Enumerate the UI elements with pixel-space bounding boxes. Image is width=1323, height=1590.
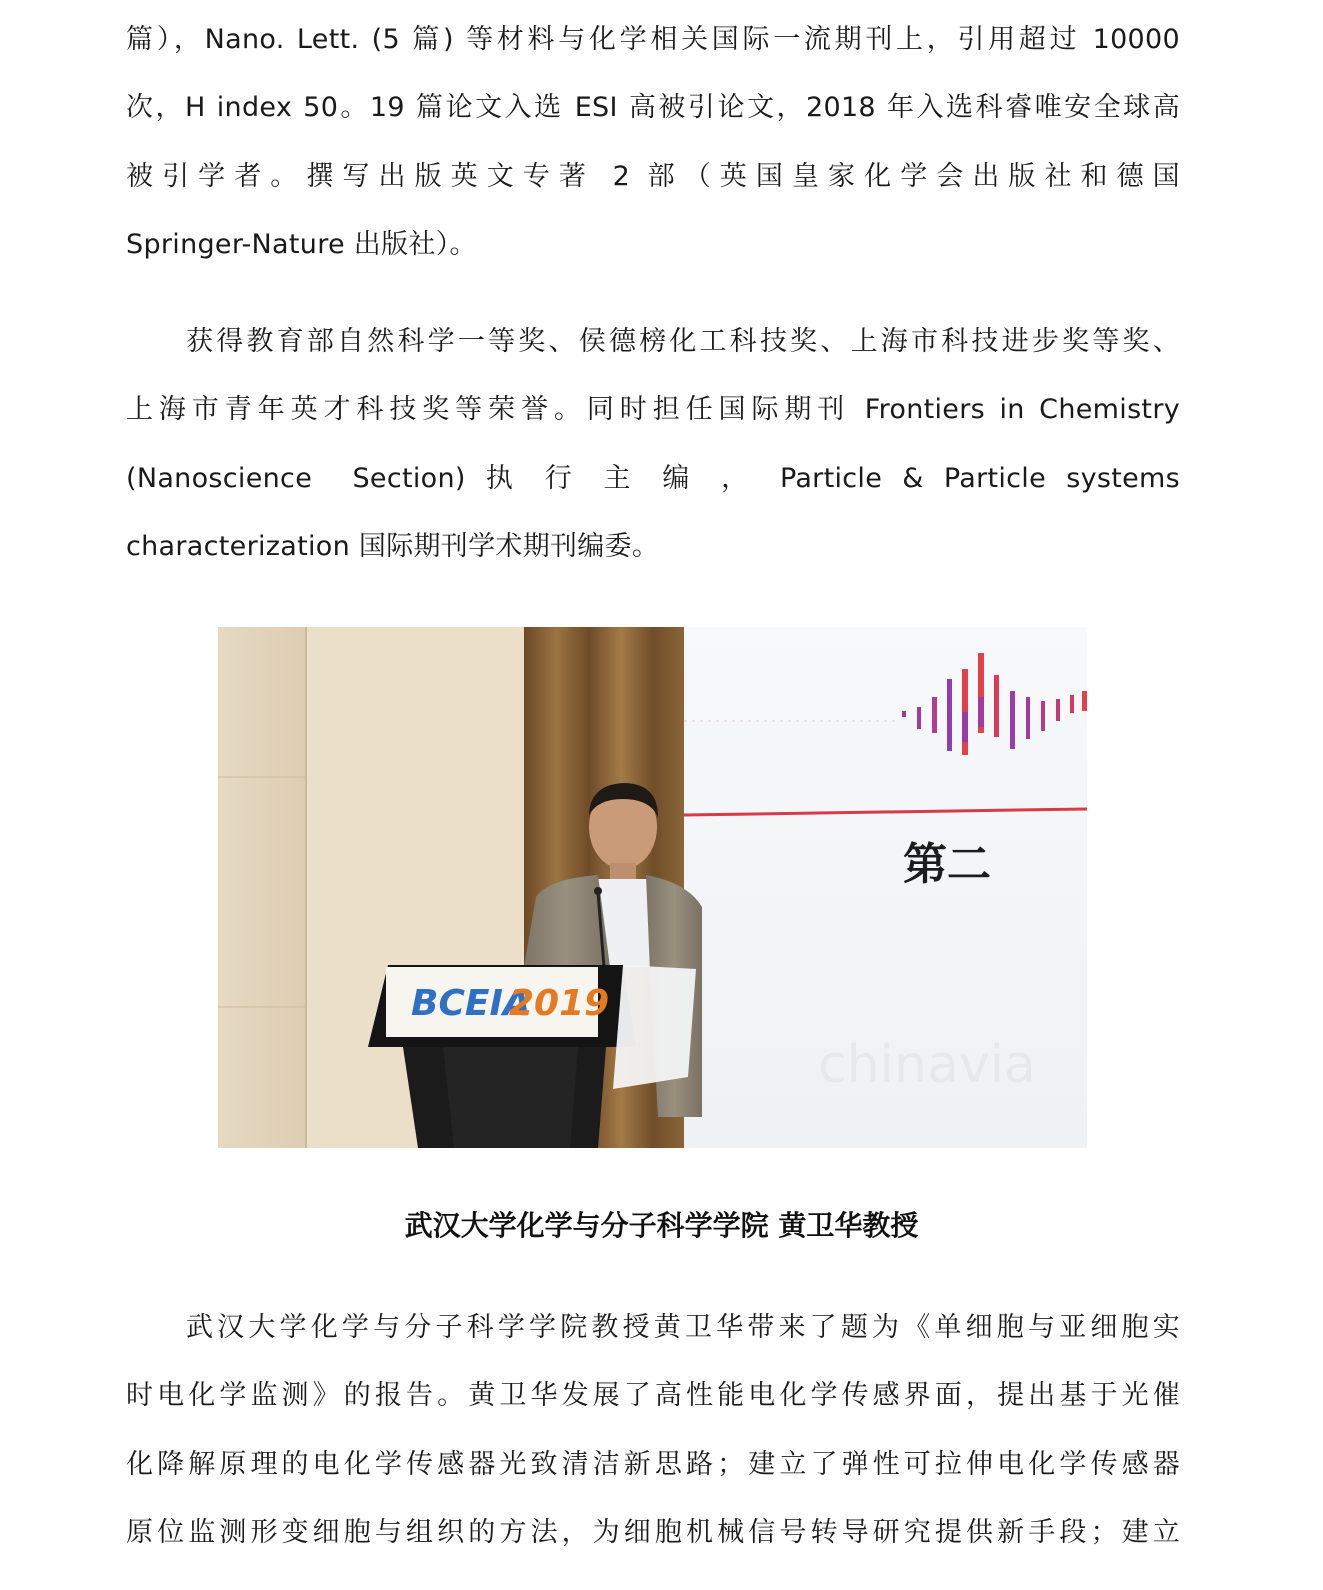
podium-logo-main: BCEIA	[411, 983, 531, 1024]
text-line: 原位监测形变细胞与组织的方法，为细胞机械信号转导研究提供新手段；建立	[126, 1517, 1180, 1548]
text-line: 时电化学监测》的报告。黄卫华发展了高性能电化学传感界面，提出基于光催	[126, 1380, 1180, 1411]
text-line: 篇），Nano. Lett. (5 篇) 等材料与化学相关国际一流期刊上，引用超过 10000	[126, 24, 1180, 55]
screen-title-text: 第二	[903, 839, 991, 890]
text-line: 次，H index 50。19 篇论文入选 ESI 高被引论文，2018 年入选科睿唯安全球高	[126, 92, 1180, 123]
photo-caption: 武汉大学化学与分子科学学院 黄卫华教授	[404, 1209, 919, 1242]
text-line: Springer-Nature 出版社）。	[126, 229, 477, 260]
speaker-photo	[218, 627, 1087, 1148]
text-line: 获得教育部自然科学一等奖、侯德榜化工科技奖、上海市科技进步奖等奖、	[186, 326, 1180, 357]
text-line: 化降解原理的电化学传感器光致清洁新思路；建立了弹性可拉伸电化学传感器	[126, 1449, 1180, 1480]
svg-text:chinavia: chinavia	[818, 1035, 1036, 1095]
text-line: (Nanoscience Section) 执 行 主 编 ， Particle & Particle systems	[126, 463, 1180, 494]
text-line: 被引学者。撰写出版英文专著 2 部（英国皇家化学会出版社和德国	[126, 161, 1180, 192]
text-line: characterization 国际期刊学术期刊编委。	[126, 531, 660, 562]
podium-logo-year: 2019	[509, 983, 610, 1024]
text-line: 武汉大学化学与分子科学学院教授黄卫华带来了题为《单细胞与亚细胞实	[186, 1312, 1180, 1343]
text-line: 上海市青年英才科技奖等荣誉。同时担任国际期刊 Frontiers in Chemistry	[126, 394, 1180, 425]
